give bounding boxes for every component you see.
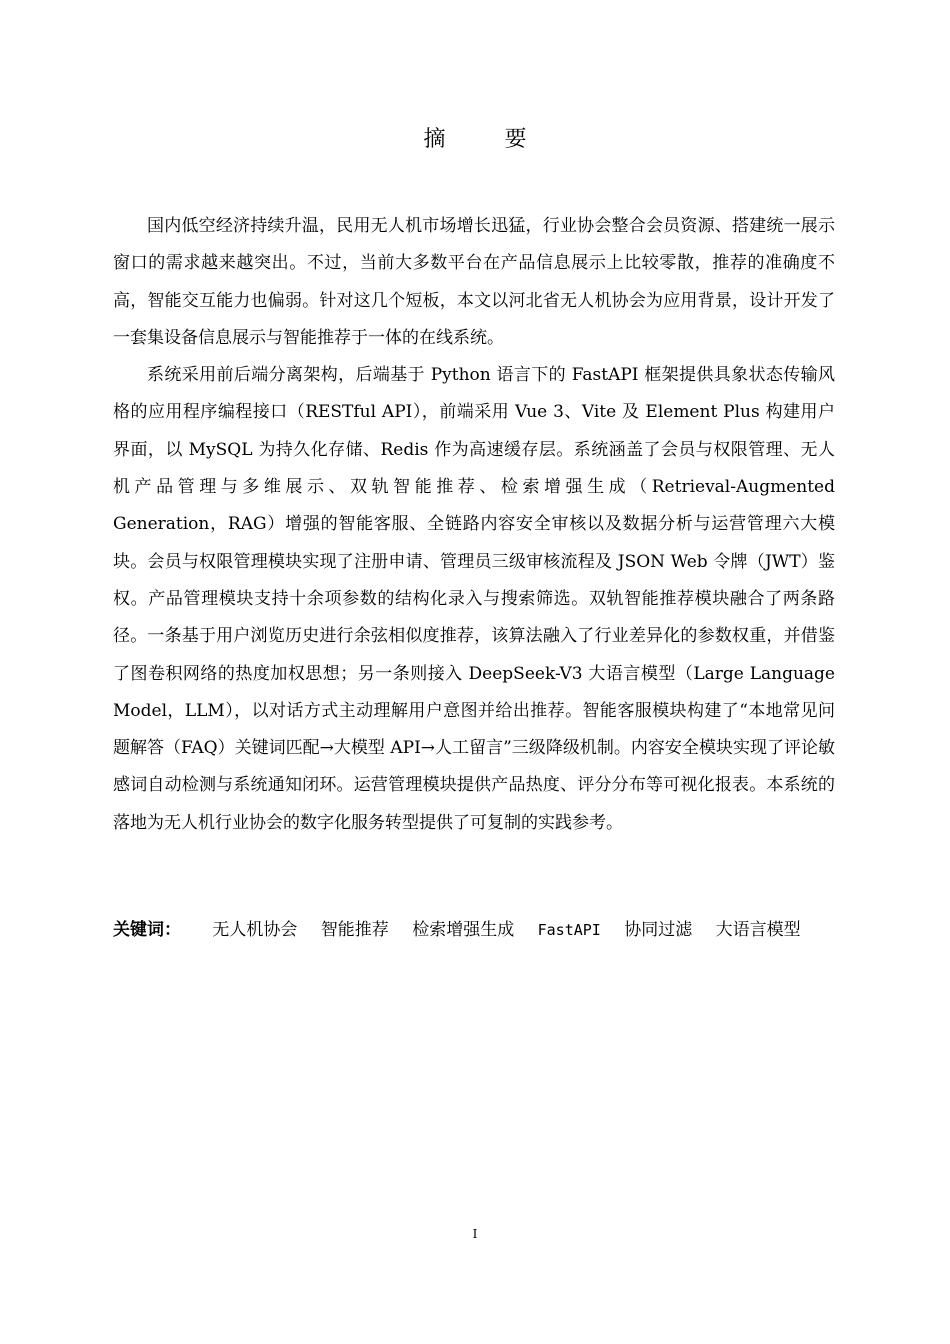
abstract-title: 摘 要 bbox=[423, 127, 553, 152]
keywords-line bbox=[113, 914, 853, 946]
keyword-item: 协同过滤 bbox=[624, 920, 693, 940]
keyword-item: 无人机协会 bbox=[212, 920, 298, 940]
keyword-item: 检索增强生成 bbox=[412, 920, 515, 940]
keyword-item: 智能推荐 bbox=[320, 920, 389, 940]
abstract-body bbox=[113, 208, 835, 842]
abstract-paragraph-2: 系统采用前后端分离架构，后端基于 Python 语言下的 FastAPI 框架提供具象状态传输风格的应用程序编程接口（RESTful API），前端采用 Vue 3、Vite 及 Element Plus 构建用户界面，以 MySQL 为持久化存储、Redis 作为高速缓存层。系统涵盖了会员与权限管理、无人机产品管理与多维展示、双轨智能推荐、检索增强生成（Retrieval-Augmented Generation，RAG）增强的智能客服、全链路内容安全审核以及数据分析与运营管理六大模块。会员与权限管理模块实现了注册申请、管理员三级审核流程及 JSON Web 令牌（JWT）鉴权。产品管理模块支持十余项参数的结构化录入与搜索筛选。双轨智能推荐模块融合了两条路径。一条基于用户浏览历史进行余弦相似度推荐，该算法融入了行业差异化的参数权重，并借鉴了图卷积网络的热度加权思想；另一条则接入 DeepSeek-V3 大语言模型（Large Language Model，LLM），以对话方式主动理解用户意图并给出推荐。智能客服模块构建了“本地常见问题解答（FAQ）关键词匹配→大模型 API→人工留言”三级降级机制。内容安全模块实现了评论敏感词自动检测与系统通知闭环。运营管理模块提供产品热度、评分分布等可视化报表。本系统的落地为无人机行业协会的数字化服务转型提供了可复制的实践参考。 bbox=[113, 365, 835, 833]
keywords-label: 关键词： bbox=[113, 920, 181, 940]
keyword-item: 大语言模型 bbox=[715, 920, 801, 940]
keyword-item: FastAPI bbox=[537, 921, 601, 939]
abstract-paragraph-1: 国内低空经济持续升温，民用无人机市场增长迅猛，行业协会整合会员资源、搭建统一展示窗口的需求越来越突出。不过，当前大多数平台在产品信息展示上比较零散，推荐的准确度不高，智能交互能力也偏弱。针对这几个短板，本文以河北省无人机协会为应用背景，设计开发了一套集设备信息展示与智能推荐于一体的在线系统。 bbox=[113, 216, 835, 348]
page-number: I bbox=[472, 1227, 478, 1241]
